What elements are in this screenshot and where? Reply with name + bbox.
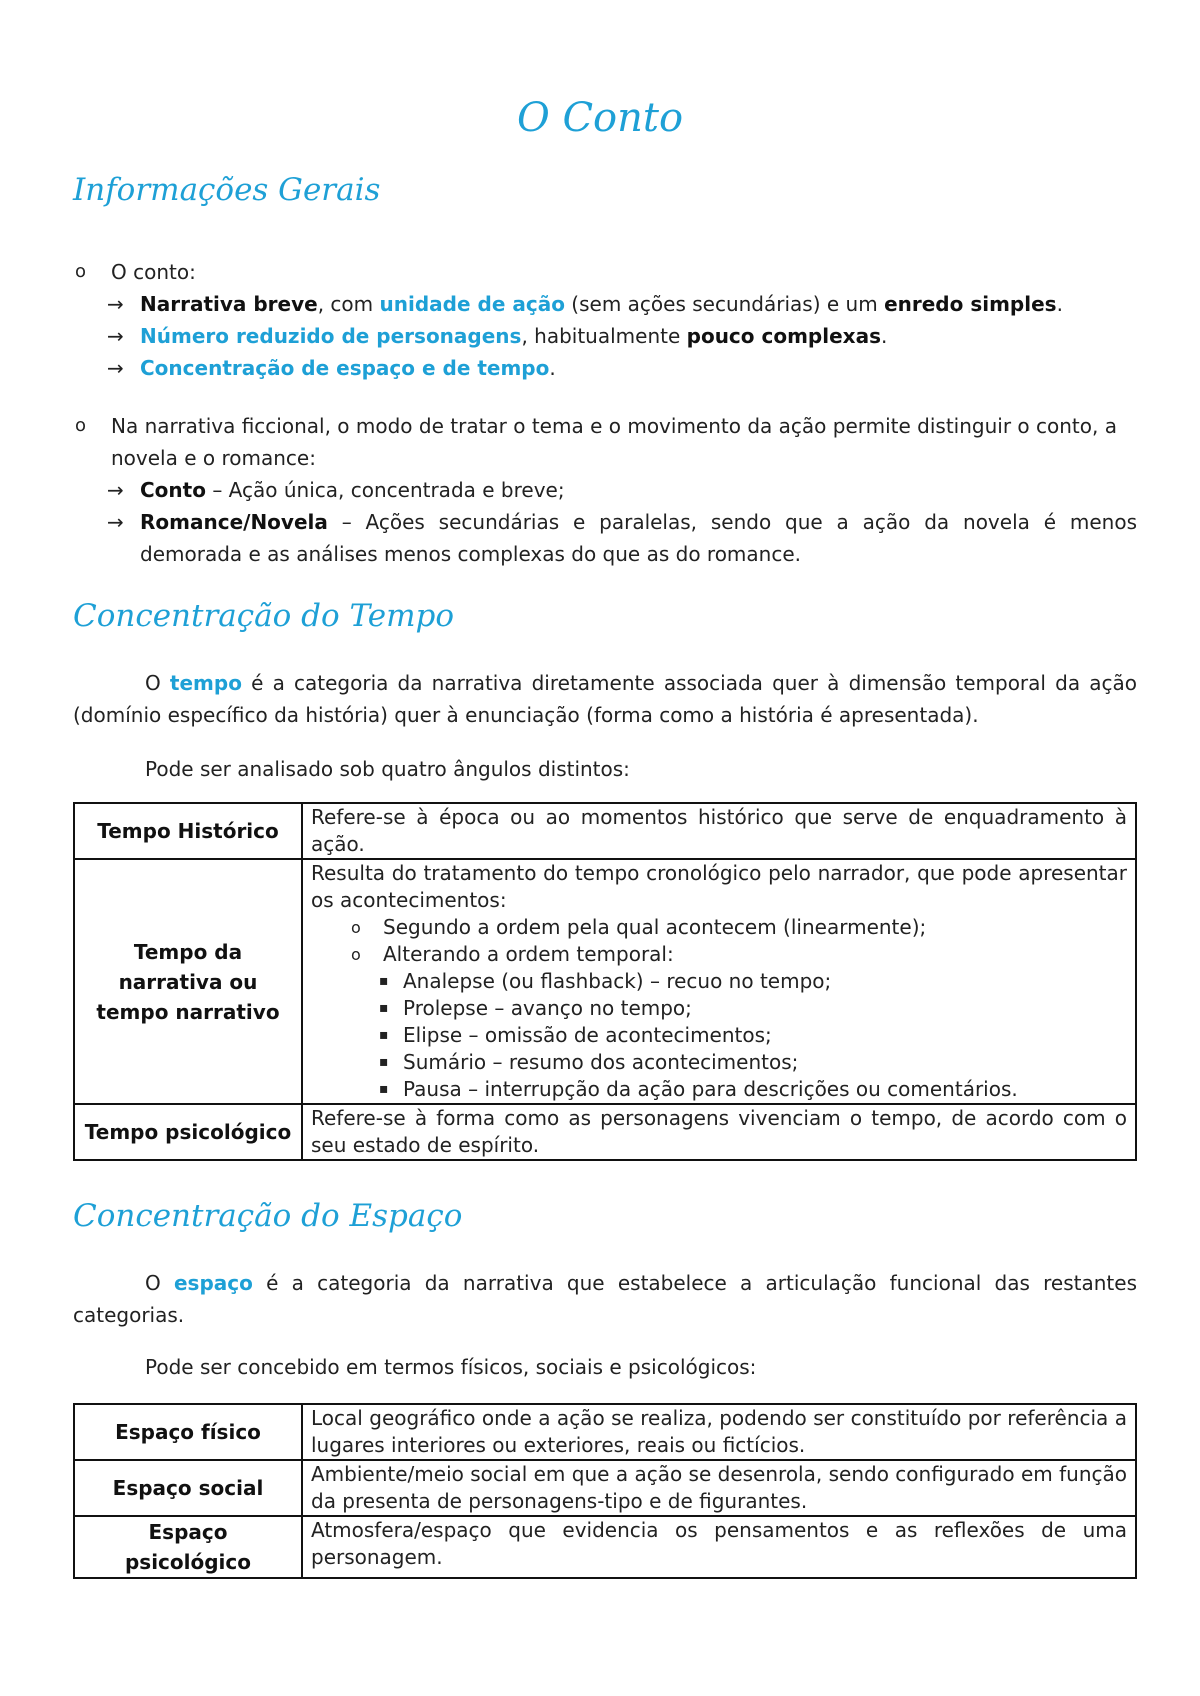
list-item — [311, 1022, 1127, 1049]
text: . — [880, 324, 888, 348]
bold-text: pouco complexas — [686, 324, 881, 348]
circle-bullet-icon: o — [75, 261, 87, 282]
table-value: Refere-se à época ou ao momentos histórico que serve de enquadramento à ação. — [302, 803, 1136, 859]
arrow-right-icon: → — [107, 478, 124, 502]
text: , com — [317, 292, 380, 316]
table-value: Ambiente/meio social em que a ação se desenrola, sendo configurado em função da presenta de personagens-tipo e de figurantes. — [302, 1460, 1136, 1516]
text: , habitualmente — [521, 324, 687, 348]
bullet-label: O conto: — [111, 260, 196, 284]
list-item — [73, 352, 1137, 384]
text: Alterando a ordem temporal: — [383, 942, 674, 966]
text: . — [1056, 292, 1063, 316]
table-row — [74, 1104, 1136, 1160]
square-bullet-icon: ▪ — [379, 1081, 389, 1097]
table-row — [74, 859, 1136, 1104]
table-value: Refere-se à forma como as personagens vivenciam o tempo, de acordo com o seu estado de espírito. — [302, 1104, 1136, 1160]
square-bullet-icon: ▪ — [379, 1027, 389, 1043]
bullet-o-conto — [73, 256, 1137, 384]
table-row — [74, 1460, 1136, 1516]
highlight-text: espaço — [173, 1271, 253, 1295]
table-key: Espaço social — [74, 1460, 302, 1516]
table-value: Atmosfera/espaço que evidencia os pensamentos e as reflexões de uma personagem. — [302, 1516, 1136, 1578]
list-item — [311, 968, 1127, 995]
list-item — [311, 1049, 1127, 1076]
circle-bullet-icon: o — [351, 945, 361, 964]
table-key: Tempo psicológico — [74, 1104, 302, 1160]
square-bullet-icon: ▪ — [379, 1054, 389, 1070]
text: Pausa – interrupção da ação para descrições ou comentários. — [403, 1077, 1018, 1101]
text: O — [145, 671, 170, 695]
list-item — [311, 914, 1127, 941]
bold-text: Narrativa breve — [140, 292, 318, 316]
bold-text: Romance/Novela — [140, 510, 328, 534]
square-bullet-icon: ▪ — [379, 973, 389, 989]
paragraph-tempo — [73, 667, 1137, 731]
circle-bullet-icon: o — [75, 415, 87, 436]
table-key: Espaço psicológico — [74, 1516, 302, 1578]
highlight-text: Número reduzido de personagens — [140, 324, 522, 348]
list-item — [73, 256, 1137, 288]
table-row — [74, 1404, 1136, 1460]
list-item — [311, 941, 1127, 968]
paragraph-concebido: Pode ser concebido em termos físicos, sociais e psicológicos: — [145, 1355, 757, 1379]
bullet-narrativa-ficcional — [73, 410, 1137, 570]
text: (sem ações secundárias) e um — [564, 292, 885, 316]
table-tempo — [73, 802, 1137, 1161]
text: Prolepse – avanço no tempo; — [403, 996, 692, 1020]
paragraph-espaco — [73, 1267, 1137, 1331]
table-key: Tempo da narrativa ou tempo narrativo — [74, 859, 302, 1104]
list-item — [311, 1076, 1127, 1103]
heading-concentracao-tempo: Concentração do Tempo — [73, 598, 455, 634]
text: Sumário – resumo dos acontecimentos; — [403, 1050, 799, 1074]
table-key: Tempo Histórico — [74, 803, 302, 859]
arrow-right-icon: → — [107, 324, 124, 348]
arrow-right-icon: → — [107, 510, 124, 534]
square-bullet-icon: ▪ — [379, 1000, 389, 1016]
table-row — [74, 1516, 1136, 1578]
text: . — [549, 356, 556, 380]
text: Segundo a ordem pela qual acontecem (linearmente); — [383, 915, 927, 939]
circle-bullet-icon: o — [351, 918, 361, 937]
list-item — [73, 410, 1137, 474]
cell-text: Resulta do tratamento do tempo cronológico pelo narrador, que pode apresentar os acontecimentos: — [311, 861, 1127, 912]
table-value: Local geográfico onde a ação se realiza, podendo ser constituído por referência a lugares interiores ou exteriores, reais ou fictícios. — [302, 1404, 1136, 1460]
text: é a categoria da narrativa que estabelece a articulação funcional das restantes categorias. — [73, 1271, 1137, 1327]
text: é a categoria da narrativa diretamente associada quer à dimensão temporal da ação (domínio específico da história) quer à enunciação (forma como a história é apresentada). — [73, 671, 1137, 727]
table-key: Espaço físico — [74, 1404, 302, 1460]
page-title: O Conto — [516, 95, 684, 141]
list-item — [73, 474, 1137, 506]
table-espaco — [73, 1403, 1137, 1579]
list-item — [311, 995, 1127, 1022]
paragraph-angulos: Pode ser analisado sob quatro ângulos distintos: — [145, 757, 630, 781]
bold-text: Conto — [140, 478, 206, 502]
list-item — [73, 320, 1137, 352]
text: Analepse (ou flashback) – recuo no tempo; — [403, 969, 832, 993]
bullet-label: Na narrativa ficcional, o modo de tratar o tema e o movimento da ação permite distinguir o conto, a novela e o romance: — [111, 414, 1117, 470]
arrow-right-icon: → — [107, 292, 124, 316]
heading-informacoes-gerais: Informações Gerais — [73, 172, 381, 208]
list-item — [73, 288, 1137, 320]
table-value — [302, 859, 1136, 1104]
highlight-text: unidade de ação — [379, 292, 565, 316]
table-row — [74, 803, 1136, 859]
list-item — [73, 506, 1137, 570]
arrow-right-icon: → — [107, 356, 124, 380]
highlight-text: tempo — [169, 671, 242, 695]
heading-concentracao-espaco: Concentração do Espaço — [73, 1198, 463, 1234]
bold-text: enredo simples — [884, 292, 1057, 316]
text: O — [145, 1271, 174, 1295]
text: Elipse – omissão de acontecimentos; — [403, 1023, 772, 1047]
text: – Ação única, concentrada e breve; — [205, 478, 565, 502]
highlight-text: Concentração de espaço e de tempo — [140, 356, 550, 380]
text: – Ações secundárias e paralelas, sendo que a ação da novela é menos demorada e as análises menos complexas do que as do romance. — [140, 510, 1137, 566]
